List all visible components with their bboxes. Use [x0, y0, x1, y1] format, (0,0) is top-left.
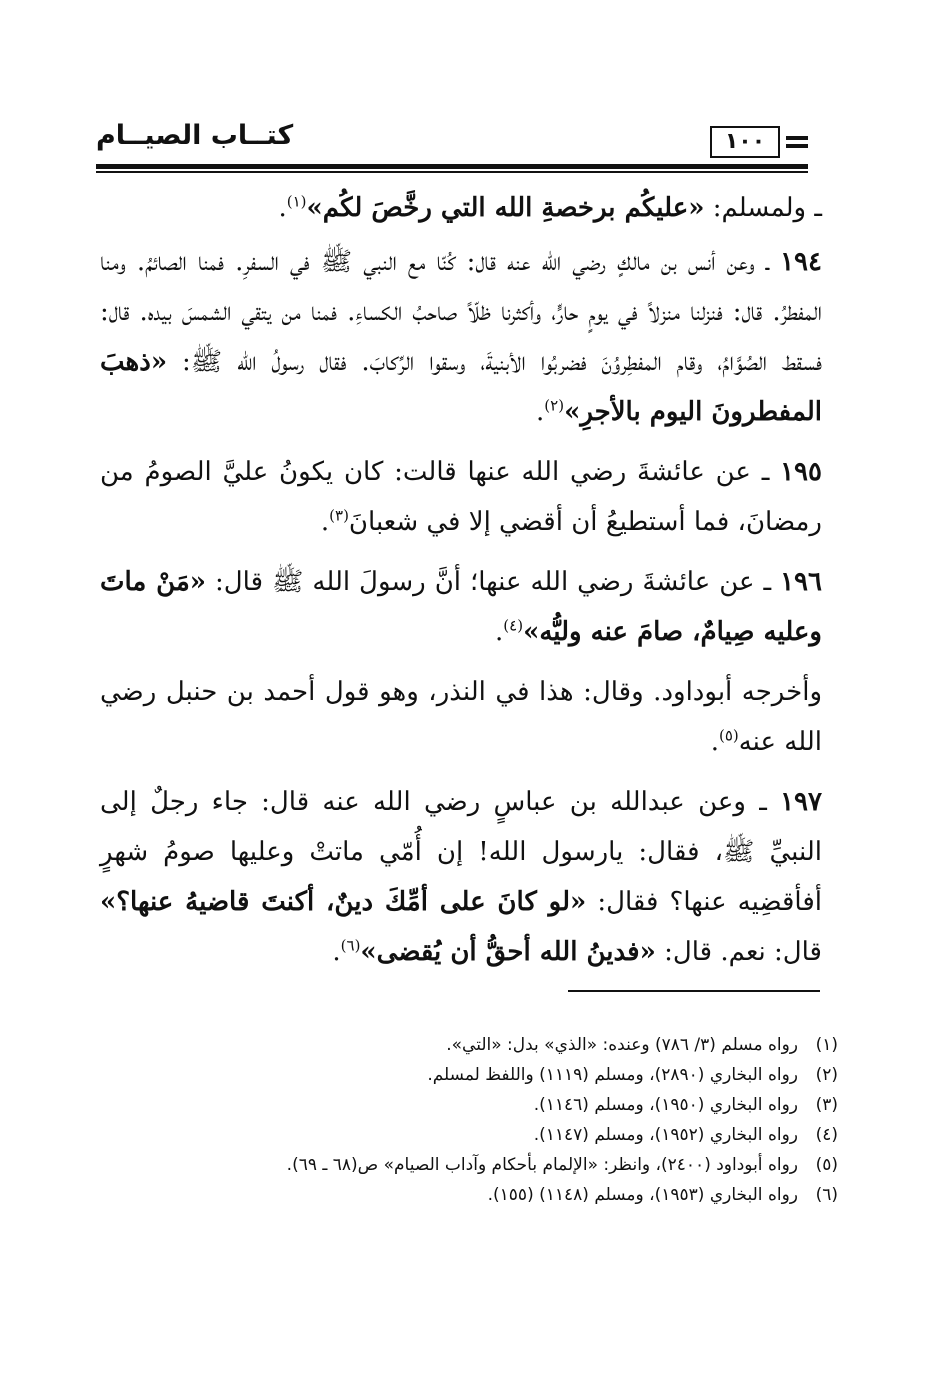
page-number-box: [710, 126, 808, 158]
footnote: [120, 1060, 838, 1090]
footnote-text: رواه مسلم (٣/ ٧٨٦) وعنده: «الذي» بدل: «التي».: [446, 1035, 798, 1055]
text: .: [320, 507, 330, 537]
footnote-ref: (١): [286, 192, 307, 211]
footnote-ref: (٥): [718, 726, 739, 745]
text: ـ عن عائشةَ رضي الله عنها؛ أنَّ رسولَ الله ﷺ قال:: [206, 567, 781, 597]
footnote-text: رواه البخاري (١٩٥٠)، ومسلم (١١٤٦).: [533, 1095, 798, 1115]
footnote-number: (٢): [815, 1065, 838, 1085]
hadith-quote: «لو كانَ على أمِّكَ دينٌ، أكنتَ قاضيهُ عنها؟»: [100, 887, 587, 917]
hadith-number: ١٩٤: [780, 247, 822, 277]
hadith-197: [100, 777, 822, 977]
page-header: [96, 120, 808, 164]
text: ـ وعن عبدالله بن عباسٍ رضي الله عنه قال: جاء رجلٌ إلى النبيِّ ﷺ، فقال: يارسول الله! إن أُمّي ماتتْ وعليها صومُ شهرٍ أفأقضِيه عنها؟ فقال:: [100, 787, 822, 917]
hadith-quote: «فدينُ الله أحقُّ أن يُقضى»: [360, 937, 656, 967]
footnote-number: (١): [815, 1035, 838, 1055]
hadith-quote: «ذهبَ المفطرونَ اليوم بالأجرِ»: [100, 347, 822, 427]
hadith-number: ١٩٧: [780, 787, 822, 817]
footnote: [120, 1180, 838, 1210]
footnote-separator: [568, 990, 820, 992]
hadith-number: ١٩٥: [780, 457, 822, 487]
footnote-number: (٦): [815, 1185, 838, 1205]
footnote-number: (٣): [815, 1095, 838, 1115]
footnote-text: رواه أبوداود (٢٤٠٠)، وانظر: «الإلمام بأحكام وآداب الصيام» ص(٦٨ ـ ٦٩).: [286, 1155, 798, 1175]
footnote-number: (٥): [815, 1155, 838, 1175]
text: .: [332, 937, 341, 967]
hadith-quote: «عليكُم برخصةِ الله التي رخَّصَ لكُم»: [306, 193, 705, 223]
text: قال: نعم. قال:: [655, 937, 822, 967]
paragraph-muslim: [100, 183, 822, 233]
text: وأخرجه أبوداود. وقال: هذا في النذر، وهو قول أحمد بن حنبل رضي الله عنه: [100, 677, 822, 757]
footnote: [120, 1090, 838, 1120]
text: ـ وعن أنس بن مالكٍ رضي الله عنه قال: كُنّا مع النبي ﷺ في السفرِ. فمنا الصائمُ. ومنا المفطرُ. قال: فنزلنا منزلاً في يومٍ حارٍّ، وأكثرنا ظلّاً صاحبُ الكساءِ. فمنا من يتقي الشمسَ بيده. قال: فسقط الصُوَّامُ، وقام المفطِروُنَ فضربُوا الأبنيةَ، وسقوا الرِّكابَ. فقال رسولُ الله ﷺ:: [100, 247, 822, 377]
footnote: [120, 1150, 838, 1180]
text: .: [536, 397, 545, 427]
footnote-text: رواه البخاري (١٩٥٣)، ومسلم (١١٤٨) (١٥٥).: [487, 1185, 798, 1205]
footnote-text: رواه البخاري (٢٨٩٠)، ومسلم (١١١٩) واللفظ لمسلم.: [427, 1065, 798, 1085]
book-title: كتــاب الصيــام: [96, 120, 294, 151]
text: ـ عن عائشةَ رضي الله عنها قالت: كان يكونُ عليَّ الصومُ من رمضانَ، فما أستطيعُ أن أقضي إلا في شعبانَ: [100, 457, 822, 537]
footnote-ref: (٤): [503, 616, 524, 635]
footnote-ref: (٢): [544, 396, 565, 415]
page-number-bars: [786, 136, 808, 148]
footnote-text: رواه البخاري (١٩٥٢)، ومسلم (١١٤٧).: [533, 1125, 798, 1145]
footnote-ref: (٦): [340, 936, 361, 955]
header-rule-thin: [96, 171, 808, 173]
footnotes: [120, 1030, 838, 1210]
hadith-quote: «مَنْ ماتَ وعليه صِيامٌ، صامَ عنه وليُّه»: [100, 567, 822, 647]
footnote-number: (٤): [815, 1125, 838, 1145]
hadith-195: [100, 447, 822, 547]
hadith-number: ١٩٦: [780, 567, 822, 597]
abudawud-note: [100, 667, 822, 767]
hadith-196: [100, 557, 822, 657]
main-text: [100, 183, 822, 981]
text: .: [278, 193, 287, 223]
footnote-ref: (٣): [329, 506, 349, 525]
hadith-194: [100, 237, 822, 437]
header-rule-thick: [96, 164, 808, 169]
text: .: [495, 617, 504, 647]
page-number: ١٠٠: [710, 126, 780, 158]
text: ـ ولمسلم:: [704, 193, 822, 223]
footnote: [120, 1120, 838, 1150]
text: .: [710, 727, 719, 757]
footnote: [120, 1030, 838, 1060]
